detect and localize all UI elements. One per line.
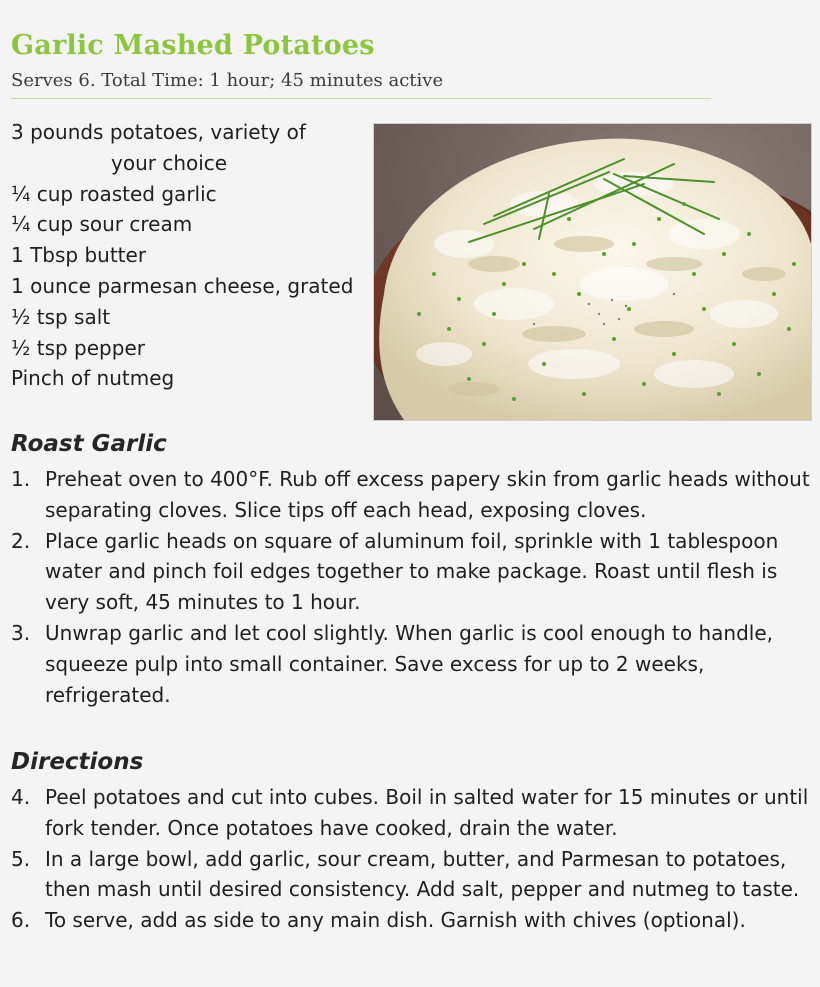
step-number: 6. bbox=[11, 908, 31, 933]
step-text: Peel potatoes and cut into cubes. Boil in salted water for 15 minutes or until fork tender. Once potatoes have cooked, drain the water. bbox=[45, 785, 809, 840]
ingredient-item: ¼ cup sour cream bbox=[11, 212, 193, 237]
ingredient-item bbox=[11, 117, 371, 179]
step-item bbox=[11, 618, 811, 710]
roast-garlic-heading: Roast Garlic bbox=[11, 431, 167, 457]
directions-heading: Directions bbox=[11, 749, 144, 775]
roast-garlic-steps bbox=[11, 464, 811, 710]
step-text: Unwrap garlic and let cool slightly. When garlic is cool enough to handle, squeeze pulp into small container. Save excess for up to 2 weeks, refrigerated. bbox=[45, 620, 773, 707]
directions-steps bbox=[11, 782, 811, 936]
ingredient-text: 3 pounds potatoes, variety of bbox=[11, 120, 306, 144]
ingredient-item: ½ tsp salt bbox=[11, 304, 111, 329]
ingredient-item: 1 Tbsp butter bbox=[11, 243, 147, 268]
recipe-subtitle: Serves 6. Total Time: 1 hour; 45 minutes active bbox=[11, 70, 444, 91]
ingredient-item: 1 ounce parmesan cheese, grated bbox=[11, 273, 354, 298]
step-item bbox=[11, 844, 811, 906]
step-item bbox=[11, 905, 811, 936]
step-text: Place garlic heads on square of aluminum foil, sprinkle with 1 tablespoon water and pinch foil edges together to make package. Roast until flesh is very soft, 45 minutes to 1 hour. bbox=[45, 528, 779, 615]
step-number: 3. bbox=[11, 620, 31, 645]
step-number: 5. bbox=[11, 846, 31, 871]
step-item bbox=[11, 782, 811, 844]
ingredient-item: Pinch of nutmeg bbox=[11, 366, 175, 391]
step-item bbox=[11, 464, 811, 526]
step-number: 1. bbox=[11, 467, 31, 491]
step-number: 4. bbox=[11, 785, 31, 809]
step-text: To serve, add as side to any main dish. Garnish with chives (optional). bbox=[45, 908, 746, 933]
mashed-potatoes-illustration bbox=[374, 124, 811, 420]
recipe-title: Garlic Mashed Potatoes bbox=[11, 30, 375, 61]
ingredient-list bbox=[11, 117, 371, 394]
ingredient-text-continued: your choice bbox=[111, 150, 228, 175]
step-number: 2. bbox=[11, 528, 31, 553]
ingredient-item: ¼ cup roasted garlic bbox=[11, 181, 217, 206]
title-divider bbox=[11, 98, 711, 99]
ingredient-item: ½ tsp pepper bbox=[11, 335, 145, 360]
step-text: Preheat oven to 400°F. Rub off excess papery skin from garlic heads without separating cloves. Slice tips off each head, exposing cloves. bbox=[45, 467, 810, 522]
step-item bbox=[11, 526, 811, 618]
mashed-potatoes-photo bbox=[373, 123, 812, 421]
step-text: In a large bowl, add garlic, sour cream, butter, and Parmesan to potatoes, then mash until desired consistency. Add salt, pepper and nutmeg to taste. bbox=[45, 846, 800, 902]
